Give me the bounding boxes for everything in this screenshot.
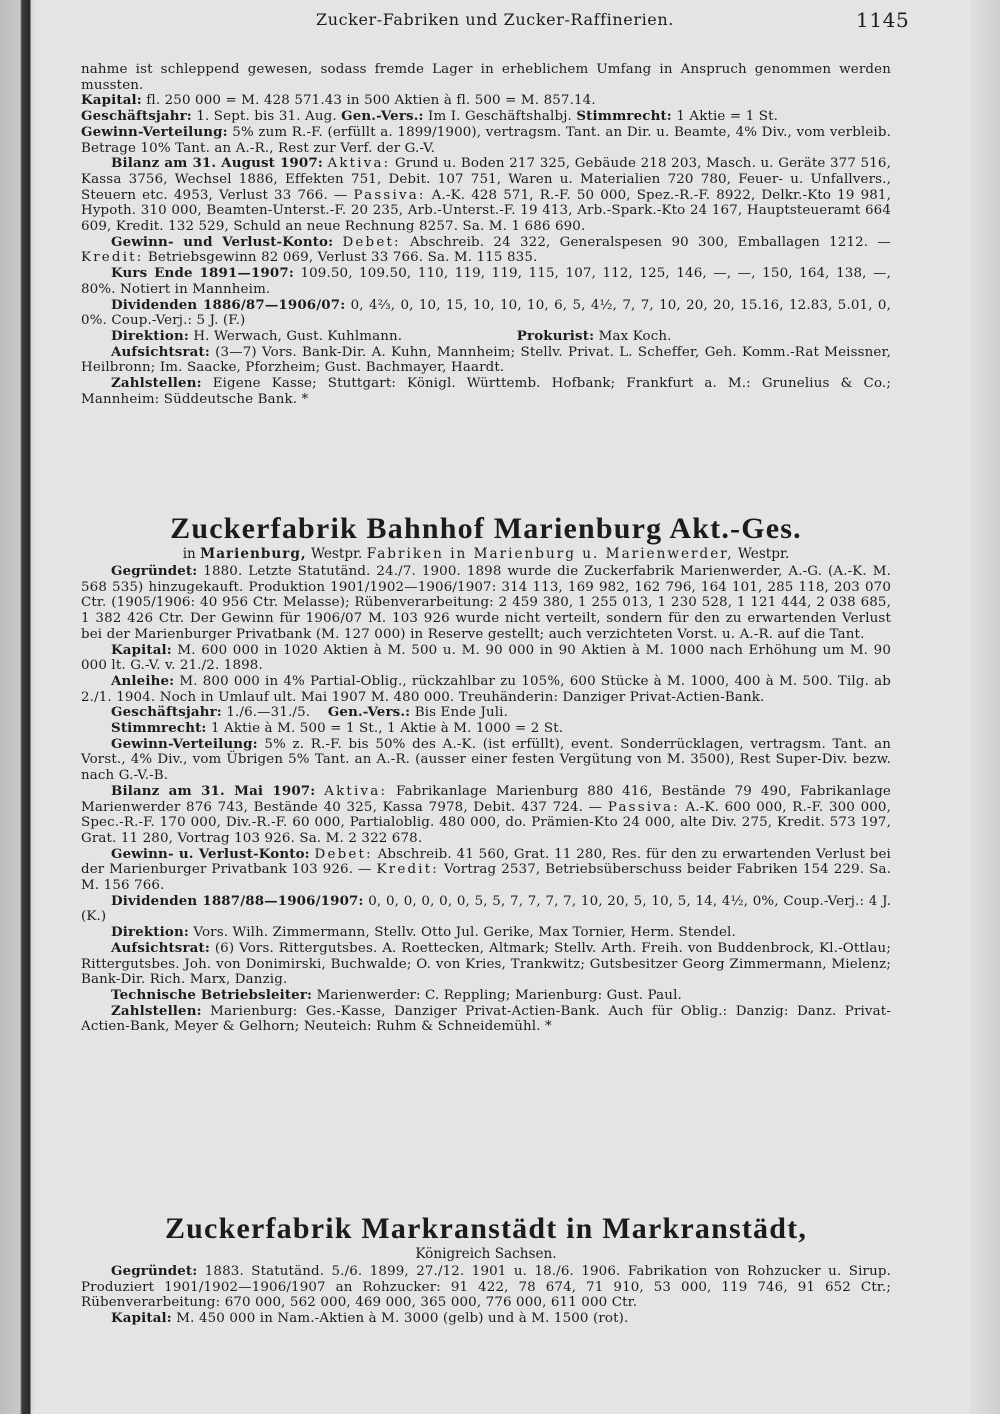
geschaeftsjahr-paragraph: Geschäftsjahr: 1. Sept. bis 31. Aug. Gen.-Vers.: Im I. Geschäftshalbj. Stimmrecht: 1 Aktie = 1 St. (81, 108, 779, 125)
dividenden-paragraph: Dividenden 1886/87—1906/07: 0, 4⅔, 0, 10, 15, 10, 10, 10, 6, 5, 4½, 7, 7, 10, 20, 20, 15.16, 12.83, 5.01, 0, 0%. Coup.-Verj.: 5 J. (F.) (81, 296, 891, 329)
running-title: Zucker-Fabriken und Zucker-Raffinerien. (316, 10, 674, 29)
zahlstellen-paragraph: Zahlstellen: Eigene Kasse; Stuttgart: Königl. Württemb. Hofbank; Frankfurt a. M.: Grunelius & Co.; Mannheim: Süddeutsche Bank. * (81, 375, 891, 407)
entry-continued (81, 62, 891, 407)
page-number: 1145 (856, 8, 910, 32)
document-page (36, 0, 970, 1414)
direktion-paragraph: Direktion: Vors. Wilh. Zimmermann, Stellv. Otto Jul. Gerike, Max Tornier, Herm. Stendel. (111, 924, 736, 941)
aufsichtsrat-paragraph: Aufsichtsrat: (3—7) Vors. Bank-Dir. A. Kuhn, Mannheim; Stellv. Privat. L. Scheffer, Geh. Komm.-Rat Meissner, Heilbronn; Im. Saacke, Pforzheim; Gust. Bachmayer, Haardt. (81, 343, 891, 376)
stimmrecht-paragraph: Stimmrecht: 1 Aktie à M. 500 = 1 St., 1 Aktie à M. 1000 = 2 St. (111, 720, 564, 737)
kapital-paragraph: Kapital: M. 600 000 in 1020 Aktien à M. 500 u. M. 90 000 in 90 Aktien à M. 1000 nach Erhöhung um M. 90 000 lt. G.-V. v. 21./2. 1898. (81, 641, 891, 674)
anleihe-paragraph: Anleihe: M. 800 000 in 4% Partial-Oblig., rückzahlbar zu 105%, 600 Stücke à M. 1000, 400 à M. 500. Tilg. ab 2./1. 1904. Noch in Umlauf ult. Mai 1907 M. 480 000. Treuhänderin: Danziger Privat-Actien-Bank. (81, 672, 891, 705)
gewinn-verteilung-paragraph: Gewinn-Verteilung: 5% zum R.-F. (erfüllt a. 1899/1900), vertragsm. Tant. an Dir. u. Beamte, 4% Div., vom verbleib. Betrage 10% Tant. an A.-R., Rest zur Verf. der G.-V. (81, 123, 891, 156)
entry-subheading: in Marienburg, Westpr. Fabriken in Marienburg u. Marienwerder, Westpr. (182, 546, 790, 562)
gegruendet-paragraph: Gegründet: 1883. Statutänd. 5./6. 1899, 27./12. 1901 u. 18./6. 1906. Fabrikation von Rohzucker u. Sirup. Produziert 1901/1902—1906/1907 an Rohzucker: 91 422, 78 674, 71 910, 53 000, 119 746, 91 652 Ctr.; Rübenverarbeitung: 670 000, 562 000, 469 000, 365 000, 776 000, 611 000 Ctr. (81, 1263, 891, 1311)
direktion-paragraph: Direktion: H. Werwach, Gust. Kuhlmann. Prokurist: Max Koch. (111, 327, 672, 344)
entry-heading: Zuckerfabrik Markranstädt in Markranstädt, (164, 1212, 808, 1245)
dividenden-paragraph: Dividenden 1887/88—1906/1907: 0, 0, 0, 0, 0, 0, 5, 5, 7, 7, 7, 7, 10, 20, 5, 10, 5, 14, 4½, 0%, Coup.-Verj.: 4 J. (K.) (81, 892, 891, 925)
scan-binding-edge (0, 0, 36, 1414)
zahlstellen-paragraph: Zahlstellen: Marienburg: Ges.-Kasse, Danziger Privat-Actien-Bank. Auch für Oblig.: Danzig: Danz. Privat-Actien-Bank, Meyer & Gelhorn; Neuteich: Ruhm & Schneidemühl. * (81, 1002, 891, 1035)
entry-subheading: Königreich Sachsen. (415, 1246, 557, 1262)
geschaeftsjahr-paragraph: Geschäftsjahr: 1./6.—31./5. Gen.-Vers.: Bis Ende Juli. (111, 704, 509, 721)
gewinn-verlust-paragraph: Gewinn- und Verlust-Konto: Debet: Abschreib. 24 322, Generalspesen 90 300, Emballagen 1212. — Kredit: Betriebsgewinn 82 069, Verlust 33 766. Sa. M. 115 835. (81, 233, 891, 266)
entry-marienburg (81, 512, 891, 1035)
scan-margin-edge (970, 0, 1000, 1414)
intro-paragraph: nahme ist schleppend gewesen, sodass fremde Lager in erheblichem Umfang in Anspruch genommen werden mussten. (81, 62, 891, 93)
gewinn-verlust-paragraph: Gewinn- u. Verlust-Konto: Debet: Abschreib. 41 560, Grat. 11 280, Res. für den zu erwartenden Verlust bei der Marienburger Privatbank 103 926. — Kredit: Vortrag 2537, Betriebsüberschuss beider Fabriken 154 229. Sa. M. 156 766. (81, 845, 891, 894)
technische-betriebsleiter-paragraph: Technische Betriebsleiter: Marienwerder: C. Reppling; Marienburg: Gust. Paul. (111, 986, 682, 1003)
entry-markranstaedt (81, 1212, 891, 1327)
kapital-paragraph: Kapital: M. 450 000 in Nam.-Aktien à M. 3000 (gelb) und à M. 1500 (rot). (111, 1310, 629, 1327)
kapital-paragraph: Kapital: fl. 250 000 = M. 428 571.43 in 500 Aktien à fl. 500 = M. 857.14. (81, 92, 596, 109)
gewinn-verteilung-paragraph: Gewinn-Verteilung: 5% z. R.-F. bis 50% des A.-K. (ist erfüllt), event. Sonderrücklagen, vertragsm. Tant. an Vorst., 4% Div., vom Übrigen 5% Tant. an A.-R. (ausser einer festen Vergütung von M. 3500), Rest Super-Div. bezw. nach G.-V.-B. (81, 735, 891, 784)
running-header (36, 10, 970, 40)
bilanz-paragraph: Bilanz am 31. August 1907: Aktiva: Grund u. Boden 217 325, Gebäude 218 203, Masch. u. Geräte 377 516, Kassa 3756, Wechsel 1886, Effekten 751, Debit. 107 751, Waren u. Materialien 720 780, Feuer- u. Unfallvers., Steuern etc. 4953, Verlust 33 766. — Passiva: A.-K. 428 571, R.-F. 50 000, Spez.-R.-F. 8922, Delkr.-Kto 19 981, Hypoth. 310 000, Beamten-Unterst.-F. 20 235, Arb.-Unterst.-F. 19 413, Arb.-Spark.-Kto 24 167, Hauptsteueramt 664 609, Kredit. 132 529, Schuld an neue Rechnung 8257. Sa. M. 1 686 690. (81, 155, 891, 235)
gegruendet-paragraph: Gegründet: 1880. Letzte Statutänd. 24./7. 1900. 1898 wurde die Zuckerfabrik Marienwerder, A.-G. (A.-K. M. 568 535) hinzugekauft. Produktion 1901/1902—1906/1907: 314 113, 169 982, 162 796, 164 101, 285 118, 203 070 Ctr. (1905/1906: 40 956 Ctr. Melasse); Rübenverarbeitung: 2 459 380, 1 255 013, 1 230 528, 1 121 444, 2 038 685, 1 382 426 Ctr. Der Gewinn für 1906/07 M. 103 926 wurde nicht verteilt, sondern für den zu erwartenden Verlust bei der Marienburger Privatbank (M. 127 000) in Reserve gestellt; auch verzichteten Vorst. u. A.-R. auf die Tant. (81, 563, 891, 642)
bilanz-paragraph: Bilanz am 31. Mai 1907: Aktiva: Fabrikanlage Marienburg 880 416, Bestände 79 490, Fabrikanlage Marienwerder 876 743, Bestände 40 325, Kassa 7978, Debit. 437 724. — Passiva: A.-K. 600 000, R.-F. 300 000, Spec.-R.-F. 170 000, Div.-R.-F. 60 000, Partialoblig. 480 000, do. Prämien-Kto 24 000, alte Div. 275, Kredit. 573 197, Grat. 11 280, Vortrag 103 926. Sa. M. 2 322 678. (81, 782, 891, 846)
entry-heading: Zuckerfabrik Bahnhof Marienburg Akt.-Ges. (170, 512, 802, 545)
aufsichtsrat-paragraph: Aufsichtsrat: (6) Vors. Rittergutsbes. A. Roettecken, Altmark; Stellv. Arth. Freih. von Buddenbrock, Kl.-Ottlau; Rittergutsbes. Joh. von Donimirski, Buchwalde; O. von Kries, Trankwitz; Gutsbesitzer Georg Zimmermann, Mielenz; Bank-Dir. Rich. Marx, Danzig. (81, 939, 891, 988)
kurs-paragraph: Kurs Ende 1891—1907: 109.50, 109.50, 110, 119, 119, 115, 107, 112, 125, 146, —, —, 150, 164, 138, —, 80%. Notiert in Mannheim. (81, 265, 891, 297)
